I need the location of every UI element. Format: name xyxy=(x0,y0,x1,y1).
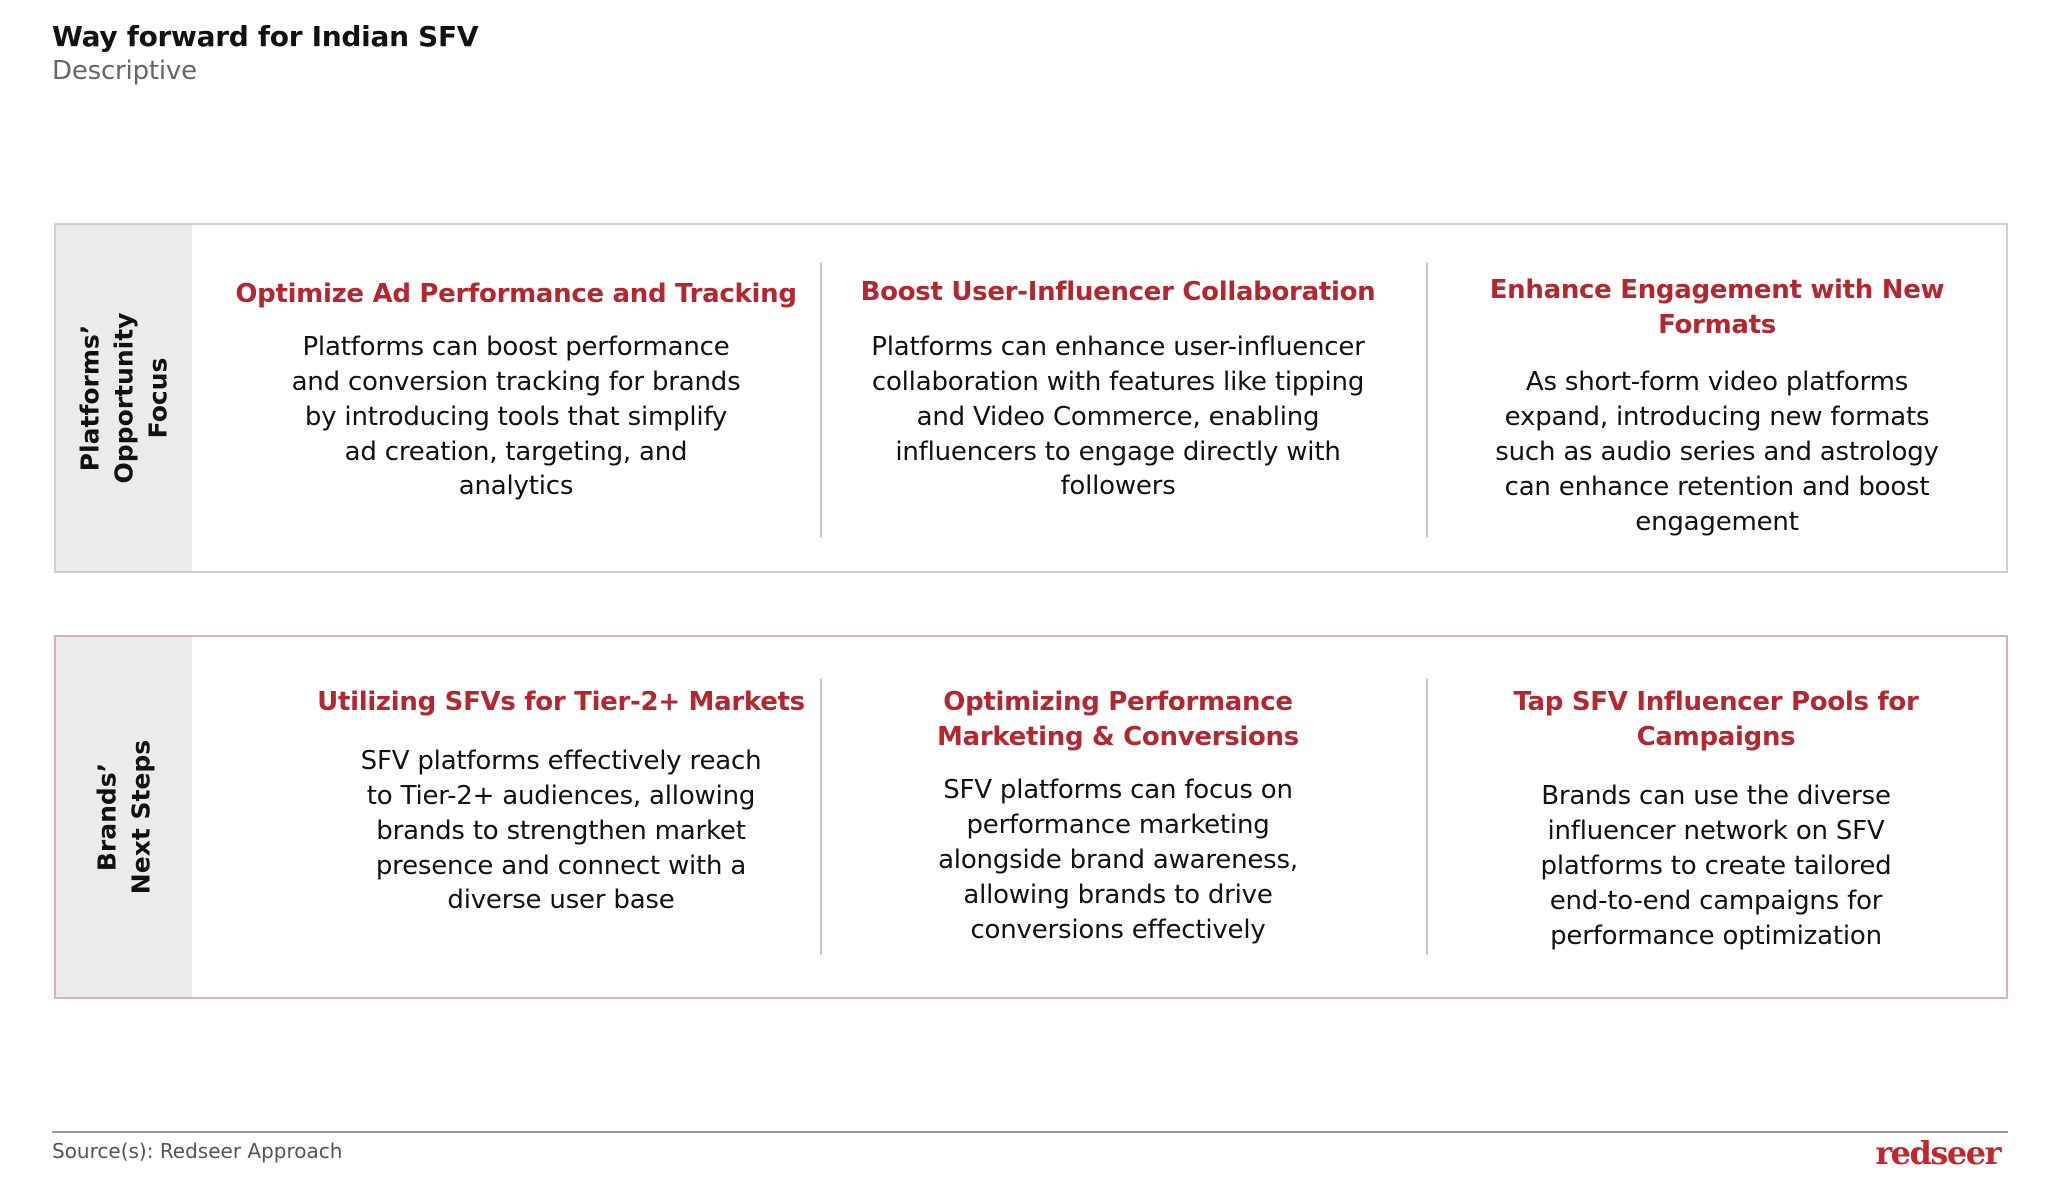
card-text: As short-form video platforms expand, introducing new formats such as audio series and astrology can enhance retention and boost engagement xyxy=(1495,367,1939,537)
card-title: Optimize Ad Performance and Tracking xyxy=(235,279,797,309)
card-title: Enhance Engagement with New Formats xyxy=(1489,275,1945,341)
column-divider xyxy=(1426,263,1428,537)
card-title: Optimizing Performance Marketing & Conversions xyxy=(937,687,1299,753)
redseer-logo: redseer xyxy=(1875,1134,2000,1172)
card-title: Tap SFV Influencer Pools for Campaigns xyxy=(1513,687,1919,753)
card-text: SFV platforms effectively reach to Tier-2+ audiences, allowing brands to strengthen market presence and connect with a diverse user base xyxy=(360,746,762,916)
source-note: Source(s): Redseer Approach xyxy=(52,1139,343,1163)
section-label-text: Platforms’ Opportunity Focus xyxy=(75,312,172,484)
card-text: SFV platforms can focus on performance marketing alongside brand awareness, allowing brands to drive conversions effectively xyxy=(938,775,1298,945)
card-text: Platforms can enhance user-influencer collaboration with features like tipping and Video Commerce, enabling influencers to engage directly with followers xyxy=(871,332,1365,502)
footer-divider xyxy=(52,1131,2008,1133)
column-divider xyxy=(820,679,822,955)
card-enhance-engagement xyxy=(1432,273,2002,539)
card-title: Utilizing SFVs for Tier-2+ Markets xyxy=(317,687,805,717)
section-side-label xyxy=(56,637,192,997)
card-text: Platforms can boost performance and conversion tracking for brands by introducing tools that simplify ad creation, targeting, and analytics xyxy=(291,332,741,502)
card-optimizing-performance-marketing xyxy=(828,685,1408,947)
column-divider xyxy=(1426,679,1428,955)
card-utilizing-sfvs-tier2 xyxy=(256,685,866,918)
platforms-opportunity-panel xyxy=(54,223,2008,573)
section-label-text: Brands’ Next Steps xyxy=(92,739,155,895)
brands-next-steps-panel xyxy=(54,635,2008,999)
card-boost-user-influencer xyxy=(828,275,1408,504)
card-optimize-ad-performance xyxy=(206,277,826,504)
card-text: Brands can use the diverse influencer network on SFV platforms to create tailored end-to-end campaigns for performance optimization xyxy=(1540,781,1892,951)
column-divider xyxy=(820,263,822,537)
page-subtitle: Descriptive xyxy=(52,56,197,86)
card-tap-sfv-influencer-pools xyxy=(1436,685,1996,953)
page-title: Way forward for Indian SFV xyxy=(52,20,479,53)
section-side-label xyxy=(56,225,192,571)
card-title: Boost User-Influencer Collaboration xyxy=(860,277,1376,307)
